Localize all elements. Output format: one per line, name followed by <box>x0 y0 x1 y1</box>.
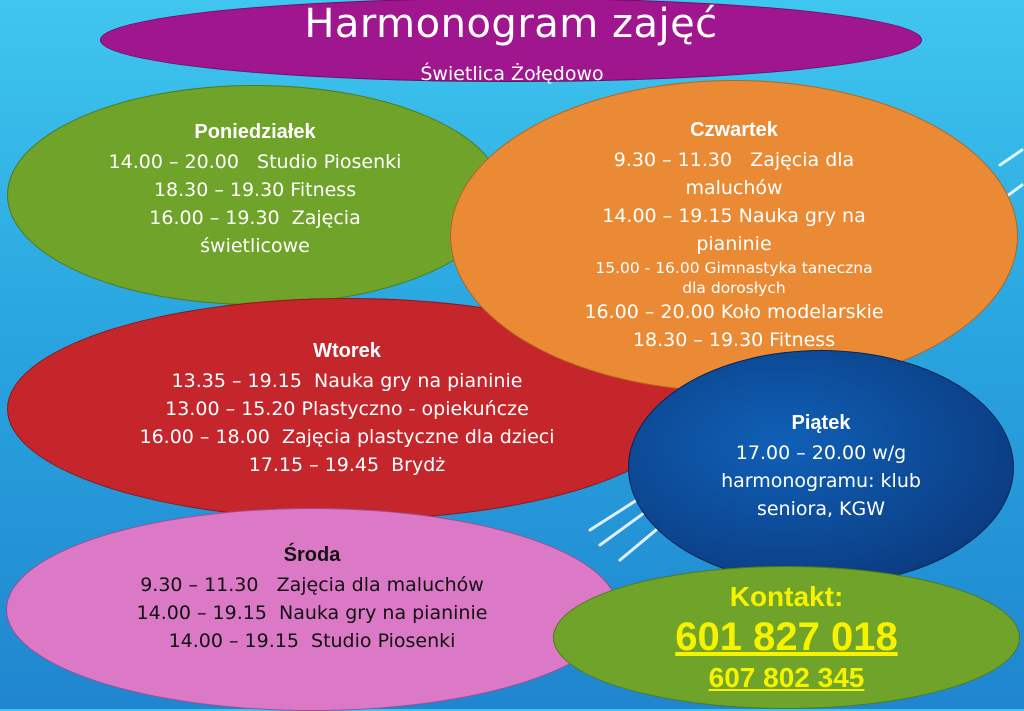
schedule-line: 9.30 – 11.30 Zajęcia dla <box>613 148 855 171</box>
schedule-line: 13.00 – 15.20 Plastyczno - opiekuńcze <box>165 397 529 420</box>
thursday-title: Czwartek <box>690 118 778 141</box>
schedule-line: 14.00 – 19.15 Nauka gry na pianinie <box>136 602 488 624</box>
schedule-line: seniora, KGW <box>756 498 886 520</box>
page-title: Harmonogram zajęć <box>304 1 718 47</box>
monday-card <box>7 85 503 305</box>
contact-phone-secondary[interactable]: 607 802 345 <box>708 661 865 693</box>
schedule-line: świetlicowe <box>200 234 310 257</box>
schedule-line-small: 15.00 - 16.00 Gimnastyka taneczna <box>595 258 873 277</box>
schedule-line-small: dla dorosłych <box>682 278 786 297</box>
friday-card <box>628 350 1014 585</box>
schedule-line: harmonogramu: klub <box>721 470 921 492</box>
schedule-line: 17.00 – 20.00 w/g <box>735 442 907 464</box>
schedule-line: 18.30 – 19.30 Fitness <box>632 328 836 351</box>
thursday-card <box>450 80 1018 392</box>
wednesday-card <box>6 508 618 711</box>
schedule-line: 18.30 – 19.30 Fitness <box>153 178 357 201</box>
schedule-line: 9.30 – 11.30 Zajęcia dla maluchów <box>140 574 484 596</box>
schedule-line: 14.00 – 19.15 Studio Piosenki <box>168 630 456 652</box>
contact-card <box>553 566 1020 709</box>
schedule-line: 16.00 – 20.00 Koło modelarskie <box>584 300 884 323</box>
schedule-line: pianinie <box>696 232 772 255</box>
friday-title: Piątek <box>791 412 851 434</box>
monday-title: Poniedziałek <box>194 120 316 143</box>
schedule-line: 14.00 – 19.15 Nauka gry na <box>602 204 866 227</box>
schedule-line: 17.15 – 19.45 Brydż <box>248 453 446 476</box>
schedule-line: 16.00 – 19.30 Zajęcia <box>149 206 361 229</box>
tuesday-title: Wtorek <box>313 339 381 362</box>
wednesday-title: Środa <box>283 544 341 566</box>
schedule-line: maluchów <box>685 176 783 199</box>
contact-phone-primary[interactable]: 601 827 018 <box>675 614 898 659</box>
schedule-line: 13.35 – 19.15 Nauka gry na pianinie <box>171 369 523 392</box>
schedule-line: 16.00 – 18.00 Zajęcia plastyczne dla dzieci <box>139 425 555 448</box>
page-subtitle: Świetlica Żołędowo <box>420 63 604 85</box>
schedule-line: 14.00 – 20.00 Studio Piosenki <box>108 150 402 173</box>
contact-label: Kontakt: <box>729 580 844 612</box>
